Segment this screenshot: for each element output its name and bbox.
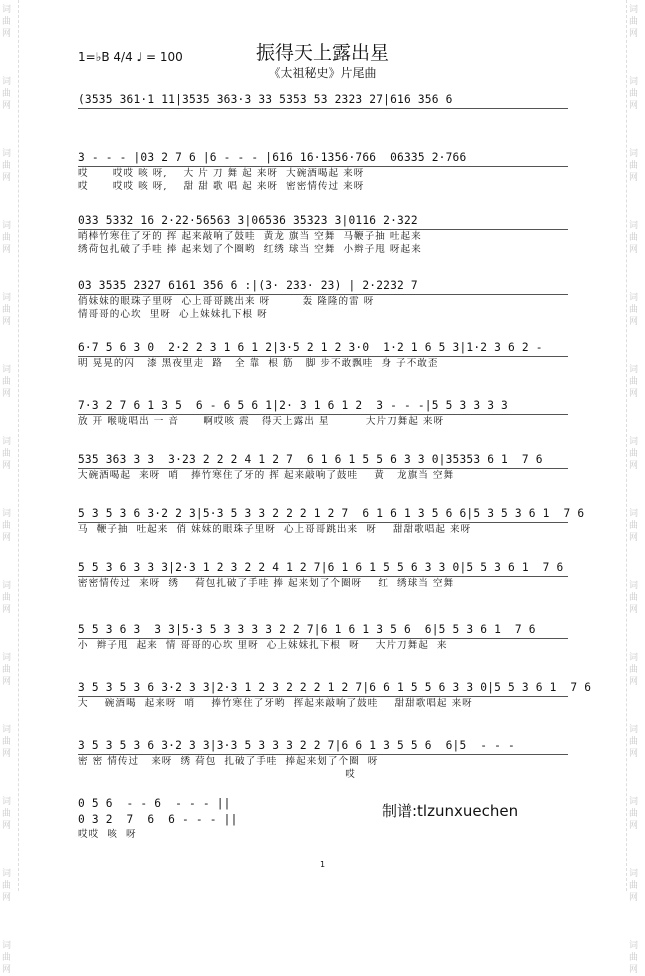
lyric-verse-2: 绣荷包扎破了手哇 捧 起来划了个圈哟 红绣 球当 空舞 小辫子甩 呀起来 <box>78 244 422 255</box>
score-line-7 <box>78 452 568 482</box>
lyric-verse-1: 哎哎 咳 呀 <box>78 829 137 840</box>
score-line-11 <box>78 680 592 710</box>
notation: 0 5 6 - - 6 - - - || 0 3 2 7 6 6 - - - || <box>78 797 238 826</box>
watermark-strip-left <box>0 0 19 975</box>
lyric-verse-2: 情哥哥的心坎 里呀 心上妹妹扎下根 呀 <box>78 309 268 320</box>
page-number: 1 <box>320 860 326 869</box>
notation: 5 5 3 6 3 3 3|2·3 1 2 3 2 2 4 1 2 7|6 1 6 1 5 5 6 3 3 0|5 5 3 6 1 7 6 <box>78 560 568 577</box>
lyric-verse-1: 密 密 情传过 来呀 绣 荷包 扎破了手哇 捧起来划了个圈 呀 <box>78 756 379 767</box>
notation: 5 5 3 6 3 3 3|5·3 5 3 3 3 3 2 2 7|6 1 6 1 3 5 6 6|5 5 3 6 1 7 6 <box>78 622 568 639</box>
score-line-9 <box>78 560 568 590</box>
key-signature: 1=♭B 4/4 ♩ = 100 <box>78 50 183 64</box>
lyric-verse-1: 明 晃晃的闪 漆 黑夜里走 路 全 靠 根 筋 脚 步不敢飘哇 身 子不敢歪 <box>78 358 439 369</box>
lyric-verse-1: 放 开 喉咙唱出 一 音 啊哎咳 震 得天上露出 星 大片刀舞起 来呀 <box>78 416 445 427</box>
score-line-6 <box>78 398 568 428</box>
score-line-10 <box>78 622 568 652</box>
notation: 3 - - - |03 2 7 6 |6 - - - |616 16·1356·766 06335 2·766 <box>78 150 568 167</box>
score-line-4 <box>78 278 568 321</box>
lyric-verse-1: 大 碗酒喝 起来呀 哨 捧竹寒住了牙哟 挥起来敲响了鼓哇 甜甜歌唱起 来呀 <box>78 698 473 709</box>
watermark-text: 词 曲 网 词 曲 网 词 曲 网 词 曲 网 词 曲 网 词 曲 网 词 曲 网 词 曲 网 词 曲 网 词 曲 网 词 曲 网 词 曲 网 词 曲 网 词 曲 网 <box>2 5 12 975</box>
score-line-5 <box>78 340 568 370</box>
watermark-strip-right <box>626 0 645 975</box>
lyric-verse-1: 哨棒竹寒住了牙的 挥 起来敲响了鼓哇 黄龙 旗当 空舞 马鞭子抽 吐起来 <box>78 231 422 242</box>
lyric-verse-1: 哎 哎哎 咳 呀, 大 片 刀 舞 起 来呀 大碗酒喝起 来呀 <box>78 168 365 179</box>
notation: 7·3 2 7 6 1 3 5 6 - 6 5 6 1|2· 3 1 6 1 2 3 - - -|5 5 3 3 3 3 <box>78 398 568 415</box>
notation: (3535 361·1 11|3535 363·3 33 5353 53 2323 27|616 356 6 <box>78 92 568 109</box>
lyric-verse-2: 哎 <box>78 769 356 780</box>
score-line-8 <box>78 506 585 536</box>
score-line-13 <box>78 796 338 841</box>
watermark-text: 词 曲 网 词 曲 网 词 曲 网 词 曲 网 词 曲 网 词 曲 网 词 曲 网 词 曲 网 词 曲 网 词 曲 网 词 曲 网 词 曲 网 词 曲 网 词 曲 网 <box>629 5 639 975</box>
song-title: 振得天上露出星 <box>255 42 389 64</box>
notation: 6·7 5 6 3 0 2·2 2 3 1 6 1 2|3·5 2 1 2 3·0 1·2 1 6 5 3|1·2 3 6 2 - <box>78 340 568 357</box>
notation: 3 5 3 5 3 6 3·2 3 3|3·3 5 3 3 3 2 2 7|6 6 1 3 5 5 6 6|5 - - - <box>78 738 568 755</box>
score-line-1 <box>78 92 568 109</box>
notation: 3 5 3 5 3 6 3·2 3 3|2·3 1 2 3 2 2 2 1 2 7|6 6 1 5 5 6 3 3 0|5 5 3 6 1 7 6 <box>78 680 568 697</box>
arranger-credit: 制谱:tlzunxuechen <box>382 802 519 820</box>
song-subtitle: 《太祖秘史》片尾曲 <box>268 66 377 80</box>
lyric-verse-1: 密密情传过 来呀 绣 荷包扎破了手哇 捧 起来划了个圈呀 红 绣球当 空舞 <box>78 578 455 589</box>
score-line-3 <box>78 213 568 256</box>
lyric-verse-1: 大碗酒喝起 来呀 哨 捧竹寒住了牙的 挥 起来敲响了鼓哇 黄 龙旗当 空舞 <box>78 470 455 481</box>
notation: 5 3 5 3 6 3·2 2 3|5·3 5 3 3 2 2 2 1 2 7 6 1 6 1 3 5 6 6|5 3 5 3 6 1 7 6 <box>78 506 568 523</box>
lyric-verse-1: 小 辫子甩 起来 情 哥哥的心坎 里呀 心上妹妹扎下根 呀 大片刀舞起 来 <box>78 640 448 651</box>
score-line-2 <box>78 150 568 193</box>
lyric-verse-1: 马 鞭子抽 吐起来 俏 妹妹的眼珠子里呀 心上哥哥跳出来 呀 甜甜歌唱起 来呀 <box>78 524 472 535</box>
score-line-12 <box>78 738 568 781</box>
lyric-verse-2: 哎 哎哎 咳 呀, 甜 甜 歌 唱 起 来呀 密密情传过 来呀 <box>78 181 365 192</box>
notation: 033 5332 16 2·22·56563 3|06536 35323 3|0116 2·322 <box>78 213 568 230</box>
notation: 535 363 3 3 3·23 2 2 2 4 1 2 7 6 1 6 1 5 5 6 3 3 0|35353 6 1 7 6 <box>78 452 568 469</box>
lyric-verse-1: 俏妹妹的眼珠子里呀 心上哥哥跳出来 呀 轰 隆隆的雷 呀 <box>78 296 375 307</box>
notation: 03 3535 2327 6161 356 6 :|(3· 233· 23) | 2·2232 7 <box>78 278 568 295</box>
